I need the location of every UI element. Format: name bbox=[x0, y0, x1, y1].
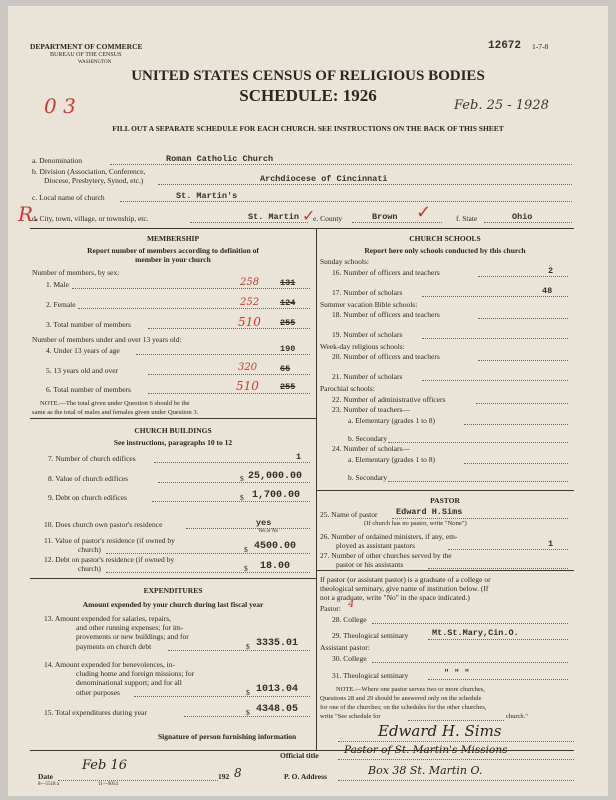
q22-line bbox=[476, 403, 568, 404]
schools-title: CHURCH SCHOOLS bbox=[409, 234, 481, 243]
q3-line bbox=[148, 328, 310, 329]
q11-value: 4500.00 bbox=[254, 541, 297, 552]
q13-line bbox=[168, 650, 310, 651]
q12-dollar: $ bbox=[244, 564, 248, 573]
q24a-line bbox=[464, 463, 568, 464]
q11-label-1: 11. Value of pastor's residence (if owned by bbox=[44, 536, 175, 545]
q23a-label: a. Elementary (grades 1 to 8) bbox=[348, 416, 436, 425]
q14-line bbox=[134, 696, 310, 697]
q14-label-2: cluding home and foreign missions; for bbox=[76, 669, 195, 678]
q14-value: 1013.04 bbox=[256, 684, 299, 695]
q19-line bbox=[422, 338, 568, 339]
buildings-bottom-rule bbox=[30, 578, 316, 579]
q3-new-value: 510 bbox=[238, 315, 261, 329]
local-name-label: c. Local name of church bbox=[32, 193, 105, 202]
county-check-mark: ✓ bbox=[416, 202, 432, 222]
q5-old-value: 65 bbox=[280, 364, 291, 374]
membership-title: MEMBERSHIP bbox=[146, 234, 200, 243]
official-title-label: Official title bbox=[280, 751, 319, 760]
po-address-value: Box 38 St. Martin O. bbox=[368, 764, 483, 777]
pastor-note-5: church." bbox=[506, 713, 528, 720]
q31-value: " " " bbox=[444, 668, 470, 678]
pastor-note-4: write "See schedule for bbox=[320, 713, 381, 720]
denomination-value: Roman Catholic Church bbox=[166, 154, 274, 164]
code-mark: 0 3 bbox=[44, 94, 76, 118]
official-title-line bbox=[338, 759, 574, 760]
membership-note-2: same as the total of males and females given under Question 3. bbox=[32, 409, 199, 416]
r-mark: R. bbox=[18, 202, 40, 226]
q27-line bbox=[428, 568, 568, 569]
age-head: Number of members under and over 13 years old: bbox=[32, 335, 182, 344]
q2-label: 2. Female bbox=[46, 300, 76, 309]
q15-label: 15. Total expenditures during year bbox=[44, 708, 147, 717]
q22-label: 22. Number of administrative officers bbox=[332, 395, 446, 404]
county-value: Brown bbox=[372, 212, 398, 222]
q24b-line bbox=[388, 481, 568, 482]
q8-label: 8. Value of church edifices bbox=[48, 474, 129, 483]
buildings-title: CHURCH BUILDINGS bbox=[134, 426, 212, 435]
q7-value: 1 bbox=[296, 452, 302, 462]
q14-label-1: 14. Amount expended for benevolences, in- bbox=[44, 660, 176, 669]
state-label: f. State bbox=[456, 214, 478, 223]
city-line bbox=[190, 222, 308, 223]
schools-sub: Report here only schools conducted by this church bbox=[364, 246, 526, 255]
q9-line bbox=[152, 501, 310, 502]
q5-label: 5. 13 years old and over bbox=[46, 366, 119, 375]
summer-label: Summer vacation Bible schools: bbox=[320, 300, 418, 309]
pastor-mid-rule bbox=[316, 570, 574, 571]
q15-dollar: $ bbox=[246, 708, 250, 717]
pastor-intro-2: theological seminary, give name of institution below. (If bbox=[320, 584, 489, 593]
q26-label-1: 26. Number of ordained ministers, if any, em- bbox=[320, 532, 458, 541]
po-address-label: P. O. Address bbox=[284, 772, 327, 781]
q1-label: 1. Male bbox=[46, 280, 69, 289]
q8-line bbox=[158, 482, 310, 483]
census-schedule-form bbox=[8, 6, 608, 796]
parochial-label: Parochial schools: bbox=[320, 384, 375, 393]
q12-label-2: church) bbox=[78, 564, 101, 573]
expenditures-sub: Amount expended by your church during last fiscal year bbox=[82, 600, 264, 609]
q17-label: 17. Number of scholars bbox=[332, 288, 403, 297]
q4-line bbox=[136, 354, 310, 355]
q10-label: 10. Does church own pastor's residence bbox=[44, 520, 163, 529]
q11-dollar: $ bbox=[244, 545, 248, 554]
q8-dollar: $ bbox=[240, 474, 244, 483]
q16-line bbox=[478, 276, 568, 277]
q6-old-value: 255 bbox=[280, 382, 296, 392]
pastor-note-blank bbox=[408, 720, 504, 721]
date-line bbox=[58, 780, 218, 781]
q16-label: 16. Number of officers and teachers bbox=[332, 268, 440, 277]
q4-value: 190 bbox=[280, 344, 296, 354]
q21-line bbox=[422, 380, 568, 381]
q26-label-2: ployed as assistant pastors bbox=[336, 541, 415, 550]
pastor-title: PASTOR bbox=[430, 496, 460, 505]
state-value: Ohio bbox=[512, 212, 533, 222]
weekday-label: Week-day religious schools: bbox=[320, 342, 405, 351]
date-received: Feb. 25 - 1928 bbox=[454, 98, 549, 113]
q23-label: 23. Number of teachers— bbox=[332, 405, 410, 414]
bureau-label: BUREAU OF THE CENSUS bbox=[50, 52, 122, 58]
q10-line bbox=[186, 528, 310, 529]
q2-new-value: 252 bbox=[240, 297, 260, 308]
q13-label-2: and other running expenses; for im- bbox=[76, 623, 184, 632]
q23a-line bbox=[464, 424, 568, 425]
city-check-mark: ✓ bbox=[302, 208, 316, 225]
po-address-line bbox=[338, 780, 574, 781]
official-title-value: Pastor of St. Martin's Missions bbox=[344, 744, 508, 756]
membership-bottom-rule bbox=[30, 418, 316, 419]
assistant-label: Assistant pastor: bbox=[320, 643, 370, 652]
date-value: Feb 16 bbox=[82, 758, 127, 773]
department-label: DEPARTMENT OF COMMERCE bbox=[30, 42, 143, 51]
q17-line bbox=[422, 296, 568, 297]
q25-value: Edward H.Sims bbox=[396, 507, 463, 517]
pastor-note-3: for one of the churches; on the schedules for the other churches, bbox=[320, 704, 487, 711]
schedule-number-suffix: 1-7-8 bbox=[532, 42, 549, 51]
form-number-2: 11—9054 bbox=[98, 782, 118, 787]
q7-line bbox=[154, 462, 310, 463]
q9-dollar: $ bbox=[240, 493, 244, 502]
q24b-label: b. Secondary bbox=[348, 473, 388, 482]
q5-new-value: 320 bbox=[238, 362, 258, 373]
q15-value: 4348.05 bbox=[256, 704, 299, 715]
membership-sub-1: Report number of members according to definition of bbox=[87, 246, 259, 255]
local-name-line bbox=[120, 201, 572, 202]
q28-line bbox=[372, 623, 568, 624]
q3-label: 3. Total number of members bbox=[46, 320, 131, 329]
q20-line bbox=[478, 360, 568, 361]
division-label-2: Diocese, Presbytery, Synod, etc.) bbox=[44, 176, 144, 185]
by-sex-label: Number of members, by sex: bbox=[32, 268, 120, 277]
schools-bottom-rule bbox=[316, 490, 574, 491]
q29-label: 29. Theological seminary bbox=[332, 631, 409, 640]
q24a-label: a. Elementary (grades 1 to 8) bbox=[348, 455, 436, 464]
q8-value: 25,000.00 bbox=[248, 471, 303, 482]
city-label: d. City, town, village, or township, etc. bbox=[32, 214, 149, 223]
city-value: St. Martin bbox=[248, 212, 300, 222]
q11-label-2: church) bbox=[78, 545, 101, 554]
q29-line bbox=[428, 639, 568, 640]
q27-label-1: 27. Number of other churches served by the bbox=[320, 551, 452, 560]
buildings-sub: See instructions, paragraphs 10 to 12 bbox=[113, 438, 233, 447]
q18-label: 18. Number of officers and teachers bbox=[332, 310, 440, 319]
pastor-note-1: NOTE.—Where one pastor serves two or more churches, bbox=[336, 686, 485, 693]
q23b-label: b. Secondary bbox=[348, 434, 388, 443]
instruction-line: FILL OUT A SEPARATE SCHEDULE FOR EACH CHURCH. SEE INSTRUCTIONS ON THE BACK OF THIS SHEET bbox=[112, 124, 504, 133]
q25-line bbox=[392, 518, 568, 519]
center-divider bbox=[316, 228, 317, 750]
membership-note-1: NOTE.—The total given under Question 6 should be the bbox=[40, 400, 190, 407]
q13-label-4: payments on church debt bbox=[76, 642, 152, 651]
q6-new-value: 510 bbox=[236, 379, 259, 393]
q28-label: 28. College bbox=[332, 615, 367, 624]
q25-label: 25. Name of pastor bbox=[320, 510, 378, 519]
q16-value: 2 bbox=[548, 266, 554, 276]
q14-label-3: denominational support; and for all bbox=[76, 678, 182, 687]
q12-label-1: 12. Debt on pastor's residence (if owned by bbox=[44, 555, 175, 564]
form-number: 8—5518 a bbox=[38, 782, 59, 787]
signature-line bbox=[338, 741, 574, 742]
q13-dollar: $ bbox=[246, 642, 250, 651]
q1-old-value: 131 bbox=[280, 278, 296, 288]
q6-label: 6. Total number of members bbox=[46, 385, 131, 394]
pastor-intro-1: If pastor (or assistant pastor) is a graduate of a college or bbox=[320, 575, 491, 584]
q21-label: 21. Number of scholars bbox=[332, 372, 403, 381]
pastor-label: Pastor: bbox=[320, 604, 341, 613]
local-name-value: St. Martin's bbox=[176, 191, 238, 201]
division-label: b. Division (Association, Conference, bbox=[32, 167, 146, 176]
form-subtitle: SCHEDULE: 1926 bbox=[239, 86, 377, 105]
expenditures-title: EXPENDITURES bbox=[143, 586, 203, 595]
q23b-line bbox=[388, 442, 568, 443]
pastor-mark: 4 bbox=[348, 599, 355, 610]
frame-top-rule bbox=[30, 228, 574, 229]
schedule-number: 12672 bbox=[488, 40, 522, 52]
q1-new-value: 258 bbox=[240, 277, 260, 288]
q11-line bbox=[106, 553, 310, 554]
q18-line bbox=[478, 318, 568, 319]
county-label: e. County bbox=[313, 214, 343, 223]
pastor-note-2: Questions 28 and 29 should be answered only on the schedule bbox=[320, 695, 482, 702]
q19-label: 19. Number of scholars bbox=[332, 330, 403, 339]
year-value: 8 bbox=[234, 766, 242, 780]
denomination-line bbox=[110, 164, 572, 165]
yes-no-hint: Yes or No bbox=[258, 529, 279, 534]
q13-value: 3335.01 bbox=[256, 638, 299, 649]
year-prefix: 192 bbox=[218, 772, 230, 781]
division-value: Archdiocese of Cincinnati bbox=[260, 174, 388, 184]
form-title: UNITED STATES CENSUS OF RELIGIOUS BODIES bbox=[131, 68, 485, 84]
q10-value: yes bbox=[256, 518, 272, 528]
q13-label-1: 13. Amount expended for salaries, repairs, bbox=[44, 614, 172, 623]
q13-label-3: provements or new buildings; and for bbox=[76, 632, 189, 641]
q5-line bbox=[148, 374, 310, 375]
q30-line bbox=[372, 662, 568, 663]
place-label: WASHINGTON bbox=[78, 60, 112, 65]
q17-value: 48 bbox=[542, 286, 553, 296]
q31-label: 31. Theological seminary bbox=[332, 671, 409, 680]
sunday-label: Sunday schools: bbox=[320, 257, 369, 266]
q26-value: 1 bbox=[548, 539, 554, 549]
q6-line bbox=[148, 393, 310, 394]
q26-line bbox=[448, 549, 568, 550]
q2-old-value: 124 bbox=[280, 298, 296, 308]
q4-label: 4. Under 13 years of age bbox=[46, 346, 120, 355]
q7-label: 7. Number of church edifices bbox=[48, 454, 136, 463]
signature-value: Edward H. Sims bbox=[378, 722, 502, 740]
q31-line bbox=[428, 679, 568, 680]
q12-value: 18.00 bbox=[260, 561, 291, 572]
date-label: Date bbox=[38, 772, 53, 781]
denomination-label: a. Denomination bbox=[32, 156, 82, 165]
q20-label: 20. Number of officers and teachers bbox=[332, 352, 440, 361]
pastor-intro-3: not a graduate, write "No" in the space indicated.) bbox=[320, 593, 470, 602]
q9-label: 9. Debt on church edifices bbox=[48, 493, 127, 502]
q14-dollar: $ bbox=[246, 688, 250, 697]
q24-label: 24. Number of scholars— bbox=[332, 444, 410, 453]
q14-label-4: other purposes bbox=[76, 688, 120, 697]
q1-line bbox=[72, 288, 310, 289]
q30-label: 30. College bbox=[332, 654, 367, 663]
q25-sub: (If church has no pastor, write "None") bbox=[364, 520, 467, 527]
q2-line bbox=[78, 308, 310, 309]
q3-old-value: 255 bbox=[280, 318, 296, 328]
state-line bbox=[484, 222, 572, 223]
signature-label: Signature of person furnishing information bbox=[158, 732, 297, 741]
q27-label-2: pastor or his assistants bbox=[336, 560, 404, 569]
division-line bbox=[158, 184, 572, 185]
membership-sub-2: member in your church bbox=[135, 255, 211, 264]
q29-value: Mt.St.Mary,Cin.O. bbox=[432, 628, 519, 638]
q9-value: 1,700.00 bbox=[252, 490, 301, 501]
q12-line bbox=[106, 572, 310, 573]
